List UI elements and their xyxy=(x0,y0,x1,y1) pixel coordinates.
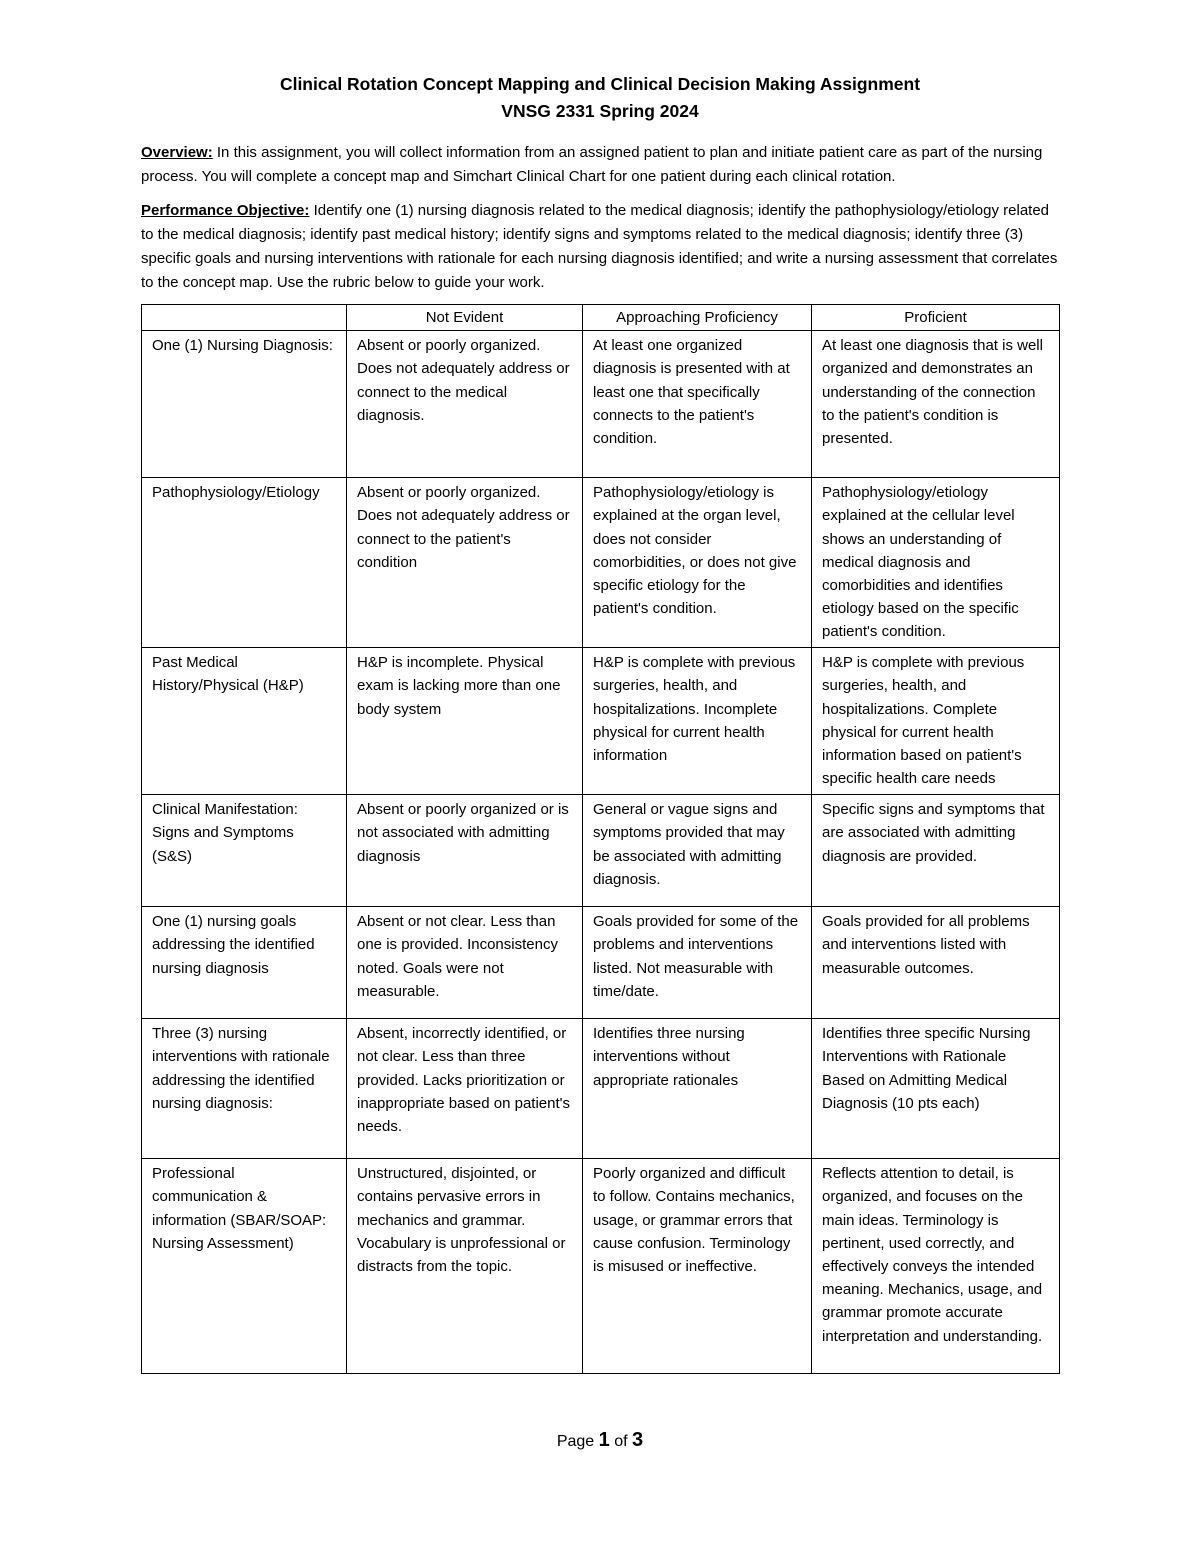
criterion-cell: Professional communication & information (SBAR/SOAP: Nursing Assessment) xyxy=(142,1159,347,1374)
overview-paragraph xyxy=(141,141,1061,189)
of-word: of xyxy=(614,1433,628,1450)
performance-objective-label: Performance Objective: xyxy=(141,202,310,219)
proficient-cell: Identifies three specific Nursing Interventions with Rationale Based on Admitting Medical Diagnosis (10 pts each) xyxy=(812,1019,1060,1159)
course-subtitle: VNSG 2331 Spring 2024 xyxy=(501,101,699,121)
proficient-cell: Reflects attention to detail, is organized, and focuses on the main ideas. Terminology is pertinent, used correctly, and effectively conveys the intended meaning. Mechanics, usage, and grammar promote accurate interpretation and understanding. xyxy=(812,1159,1060,1374)
approaching-cell: Poorly organized and difficult to follow. Contains mechanics, usage, or grammar errors that cause confusion. Terminology is misused or ineffective. xyxy=(583,1159,812,1374)
document-title: Clinical Rotation Concept Mapping and Clinical Decision Making Assignment xyxy=(279,74,921,94)
not-evident-cell: Absent or poorly organized or is not associated with admitting diagnosis xyxy=(347,795,583,907)
table-row xyxy=(142,1019,1060,1159)
proficient-cell: H&P is complete with previous surgeries, health, and hospitalizations. Complete physical for current health information based on patient's specific health care needs xyxy=(812,648,1060,795)
header-criterion xyxy=(142,305,347,331)
overview-text: In this assignment, you will collect information from an assigned patient to plan and initiate patient care as part of the nursing process. You will complete a concept map and Simchart Clinical Chart for one patient during each clinical rotation. xyxy=(141,144,1043,185)
performance-objective-paragraph xyxy=(141,199,1061,295)
page-word: Page xyxy=(556,1433,595,1450)
header-not-evident: Not Evident xyxy=(347,305,583,331)
criterion-cell: Clinical Manifestation: Signs and Symptoms (S&S) xyxy=(142,795,347,907)
current-page-number: 1 xyxy=(598,1429,610,1451)
criterion-cell: Past Medical History/Physical (H&P) xyxy=(142,648,347,795)
not-evident-cell: Unstructured, disjointed, or contains pervasive errors in mechanics and grammar. Vocabulary is unprofessional or distracts from the topic. xyxy=(347,1159,583,1374)
total-pages-number: 3 xyxy=(632,1429,644,1451)
rubric-table xyxy=(141,304,1060,1374)
approaching-cell: Pathophysiology/etiology is explained at the organ level, does not consider comorbidities, or does not give specific etiology for the patient's condition. xyxy=(583,478,812,648)
not-evident-cell: Absent, incorrectly identified, or not clear. Less than three provided. Lacks prioritization or inappropriate based on patient's needs. xyxy=(347,1019,583,1159)
table-row xyxy=(142,478,1060,648)
approaching-cell: Identifies three nursing interventions without appropriate rationales xyxy=(583,1019,812,1159)
header-approaching-proficiency: Approaching Proficiency xyxy=(583,305,812,331)
proficient-cell: Specific signs and symptoms that are associated with admitting diagnosis are provided. xyxy=(812,795,1060,907)
not-evident-cell: Absent or not clear. Less than one is provided. Inconsistency noted. Goals were not measurable. xyxy=(347,907,583,1019)
page-footer xyxy=(0,1429,1200,1452)
approaching-cell: H&P is complete with previous surgeries, health, and hospitalizations. Incomplete physical for current health information xyxy=(583,648,812,795)
criterion-cell: One (1) Nursing Diagnosis: xyxy=(142,331,347,478)
table-row xyxy=(142,1159,1060,1374)
criterion-cell: One (1) nursing goals addressing the identified nursing diagnosis xyxy=(142,907,347,1019)
approaching-cell: At least one organized diagnosis is presented with at least one that specifically connects to the patient's condition. xyxy=(583,331,812,478)
performance-objective-text: Identify one (1) nursing diagnosis related to the medical diagnosis; identify the pathophysiology/etiology related to the medical diagnosis; identify past medical history; identify signs and symptoms related to the medical diagnosis; identify three (3) specific goals and nursing interventions with rationale for each nursing diagnosis identified; and write a nursing assessment that correlates to the concept map. Use the rubric below to guide your work. xyxy=(141,202,1058,291)
table-row xyxy=(142,907,1060,1019)
rubric-header-row xyxy=(142,305,1060,331)
table-row xyxy=(142,648,1060,795)
criterion-cell: Pathophysiology/Etiology xyxy=(142,478,347,648)
table-row xyxy=(142,331,1060,478)
not-evident-cell: H&P is incomplete. Physical exam is lacking more than one body system xyxy=(347,648,583,795)
not-evident-cell: Absent or poorly organized. Does not adequately address or connect to the patient's condition xyxy=(347,478,583,648)
table-row xyxy=(142,795,1060,907)
not-evident-cell: Absent or poorly organized. Does not adequately address or connect to the medical diagnosis. xyxy=(347,331,583,478)
criterion-cell: Three (3) nursing interventions with rationale addressing the identified nursing diagnosis: xyxy=(142,1019,347,1159)
approaching-cell: General or vague signs and symptoms provided that may be associated with admitting diagnosis. xyxy=(583,795,812,907)
overview-label: Overview: xyxy=(141,144,213,161)
proficient-cell: At least one diagnosis that is well organized and demonstrates an understanding of the connection to the patient's condition is presented. xyxy=(812,331,1060,478)
proficient-cell: Goals provided for all problems and interventions listed with measurable outcomes. xyxy=(812,907,1060,1019)
proficient-cell: Pathophysiology/etiology explained at the cellular level shows an understanding of medical diagnosis and comorbidities and identifies etiology based on the specific patient's condition. xyxy=(812,478,1060,648)
header-proficient: Proficient xyxy=(812,305,1060,331)
approaching-cell: Goals provided for some of the problems and interventions listed. Not measurable with time/date. xyxy=(583,907,812,1019)
